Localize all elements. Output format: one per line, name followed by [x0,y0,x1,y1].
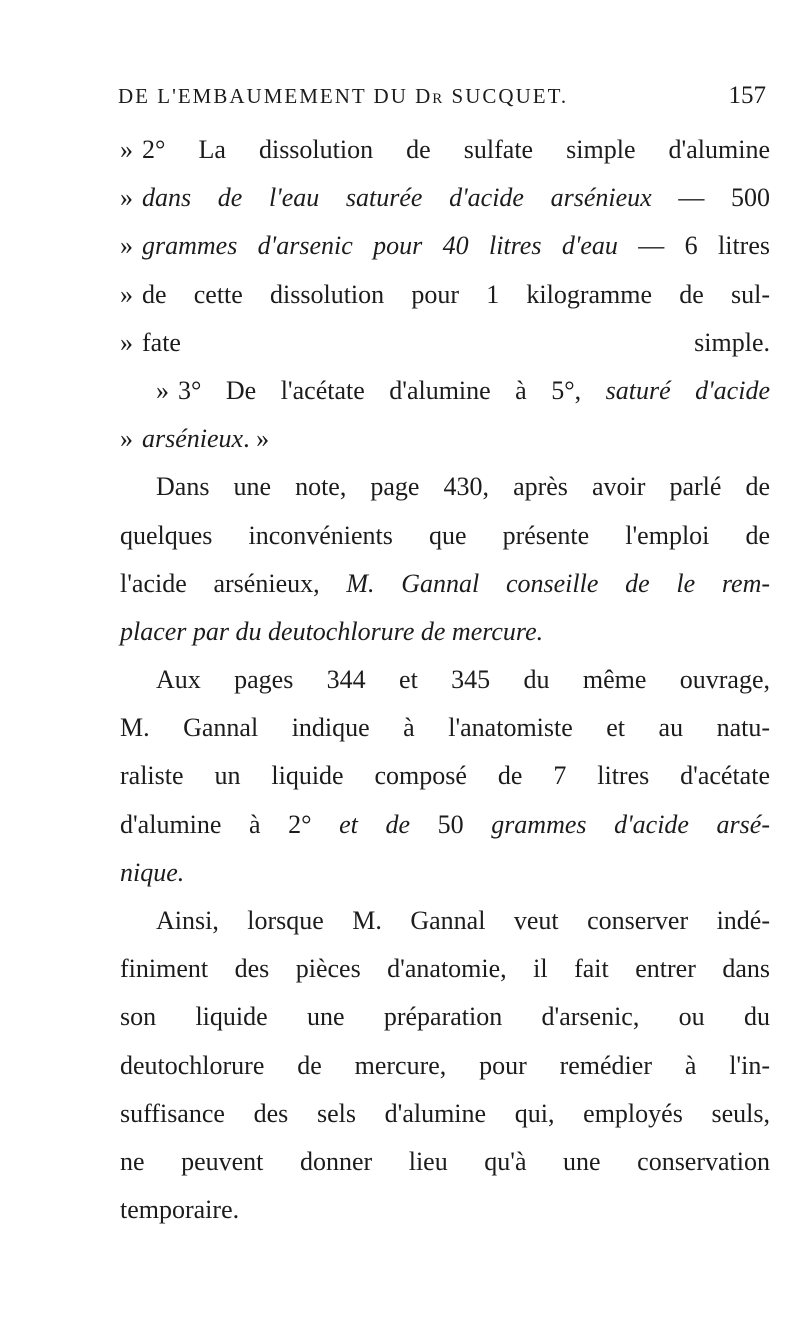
italic-text: placer par du deutochlorure de mercure. [120,616,544,646]
text-run: — 500 [651,183,771,213]
text-run: raliste un liquide composé de 7 litres d'acétate [120,761,770,791]
text-run: deutochlorure de mercure, pour remédier à l'in- [120,1050,770,1080]
quote-mark: » [120,424,133,454]
text-line [120,319,770,367]
running-head [118,84,766,118]
italic-text: saturé d'acide [605,375,770,405]
text-line [120,897,770,945]
quote-mark: » [120,135,133,164]
text-run: 50 [410,809,492,839]
text-run: finiment des pièces d'anatomie, il fait entrer dans [120,954,770,984]
italic-text: grammes d'acide arsé- [491,809,770,839]
text-line [120,1186,770,1234]
text-line [120,1138,770,1186]
text-run: ne peuvent donner lieu qu'à une conservation [120,1146,770,1176]
quote-mark: » [156,375,169,405]
text-line [120,560,770,608]
text-line [120,704,770,752]
text-run: fate simple. [142,327,770,357]
quote-mark: » [120,183,133,213]
text-run: suffisance des sels d'alumine qui, employés seuls, [120,1098,770,1128]
text-line [120,463,770,511]
text-line [120,126,770,174]
text-line [120,222,770,270]
text-line [120,512,770,560]
text-run: quelques inconvénients que présente l'emploi de [120,520,770,550]
text-line [120,271,770,319]
text-line [120,801,770,849]
quote-mark: » [120,231,133,261]
quote-mark: » [120,327,133,357]
text-run: . » [243,424,270,454]
italic-text: M. Gannal conseille de le rem- [346,568,771,598]
page-number: 157 [728,82,766,109]
text-line [120,174,770,222]
text-line [120,1090,770,1138]
text-run: de cette dissolution pour 1 kilogramme de sul- [142,279,770,309]
text-line [120,752,770,800]
text-run: — 6 litres [617,231,770,261]
running-title: DE L'EMBAUMEMENT DU Dr SUCQUET. [118,84,569,108]
text-line [120,1042,770,1090]
text-line [120,849,770,897]
text-line [120,945,770,993]
text-run: 3° De l'acétate d'alumine à 5°, [178,375,606,405]
text-run: M. Gannal indique à l'anatomiste et au natu- [120,713,770,743]
quote-mark: » [120,279,133,309]
text-run: Dans une note, page 430, après avoir parlé de [156,472,770,502]
italic-text: arsénieux [142,424,244,454]
text-line [120,415,770,463]
italic-text: et de [339,809,411,839]
text-run: son liquide une préparation d'arsenic, ou du [120,1002,770,1032]
text-run: Ainsi, lorsque M. Gannal veut conserver indé- [156,906,770,935]
text-run: d'alumine à 2° [120,809,340,839]
text-body [120,126,770,1234]
text-line [120,993,770,1041]
text-line [120,608,770,656]
text-run: l'acide arsénieux, [120,568,347,598]
text-run: Aux pages 344 et 345 du même ouvrage, [156,665,770,695]
italic-text: dans de l'eau saturée d'acide arsénieux [142,183,652,213]
italic-text: grammes d'arsenic pour 40 litres d'eau [142,231,618,261]
italic-text: nique. [120,857,185,887]
text-run: 2° La dissolution de sulfate simple d'alumine [142,135,770,164]
text-line [120,367,770,415]
text-run: temporaire. [120,1195,240,1225]
text-line [120,656,770,704]
